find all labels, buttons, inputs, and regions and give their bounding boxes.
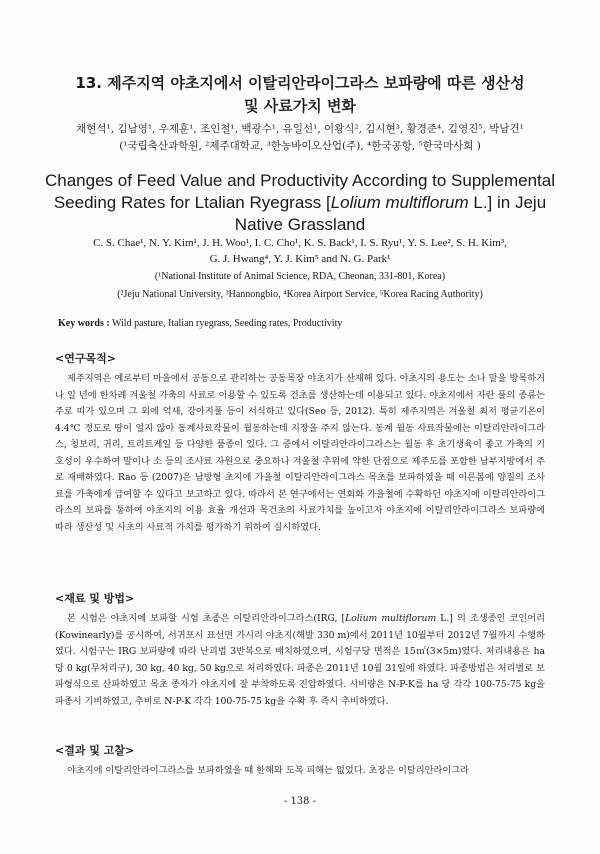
methods-species-name: Lolium multiflorum [345, 613, 437, 624]
keywords-text: Wild pasture, Italian ryegrass, Seeding rates, Productivity [109, 318, 343, 329]
section-body-purpose: 제주지역은 예로부터 마을에서 공동으로 관리하는 공동목장 야초지가 산재해 있다. 야초지의 용도는 소나 말을 방목하거나 일 년에 한차례 겨울철 가축의 사료로 이용할 수 있도록 건초를 생산하는데 이용되고 있다. 야초지에서 자란 풀의 종류는 주로 띠가 있으며 그 외에 억새, 강아지풀 등이 서식하고 있다(Seo 등, 2012). 특히 제주지역은 겨울철 최저 평균기온이 4.4℃ 정도로 땅이 얼지 않아 동계사료작물이 월동하는데 지장을 주지 않는다. 동계 월동 사료작물에는 이탈리안라이그라스, 청보리, 귀리, 트리트케일 등 다양한 품종이 있다. 그 중에서 이탈리안라이그라스는 월동 후 초기생육이 좋고 가축의 기호성이 우수하여 말이나 소 등의 조사료 자원으로 중요하나 겨울철 추위에 약한 단점으로 제주도를 포함한 남부지방에서 주로 재배하였다. Rao 등 (2007)은 남방형 초지에 가을철 이탈리안라이그라스 목초를 보파하였을 때 이른봄에 양질의 조사료를 가축에게 급여할 수 있다고 보고하고 있다. 따라서 본 연구에서는 연회화 가을철에 수확하던 야초지에 이탈리안라이그라스의 보파를 통하여 야초지의 이용 효율 개선과 목건초의 사료가치를 높이고자 야초지에 이탈리안라이그라스 보파량에 따라 생산성 및 사초의 사료적 가치를 평가하기 위하여 실시하였다. [55, 373, 545, 533]
english-authors [40, 235, 560, 267]
section-heading-purpose: <연구목적> [55, 352, 116, 365]
korean-author-list: 채현석¹, 김남영¹, 우제훈¹, 조인철¹, 백광수¹, 유일선¹, 이왕식², 김시현³, 황경준⁴, 김영진⁵, 박남건¹ [76, 123, 524, 135]
species-name: Lolium multiflorum [330, 193, 469, 212]
english-title-line-2-start: Seeding Rates for Ltalian Ryegrass [ [53, 193, 331, 212]
section-body-results: 야초지에 이탈리안라이그라스를 보파하였을 때 한해와 도복 피해는 없었다. 초장은 이탈리안라이그라 [67, 765, 469, 776]
english-title [40, 170, 560, 236]
methods-text-end: L.] 의 조생종인 코인어리(Kowinearly)를 공시하여, 서귀포시 표선면 가시리 야초지(해발 330 m)에서 2011년 10월부터 2012년 7월까지 수행하였다. 시험구는 IRG 보파량에 따라 난괴법 3반복으로 배치하였으며, 시험구당 면적은 15㎡(3×5m)였다. 처리내용은 ha 당 0 kg(무처리구), 30 kg, 40 kg, 50 kg으로 처리하였다. 파종은 2011년 10월 31일에 하였다. 파종방법은 처리별로 보파형식으로 산파하였고 목초 종자가 야초지에 잘 부착하도록 진압하였다. 시비량은 N-P-K를 ha 당 각각 100-75-75 kg을 파종시 기비하였고, 추비로 N-P-K 각각 100-75-75 kg을 수확 후 즉시 추비하였다. [55, 613, 546, 707]
english-title-line-2 [40, 192, 560, 214]
korean-title-line-1: 13. 제주지역 야초지에서 이탈리안라이그라스 보파량에 따른 생산성 [75, 74, 525, 92]
section-heading-results: <결과 및 고찰> [55, 744, 135, 757]
english-title-line-1: Changes of Feed Value and Productivity According to Supplemental [45, 171, 555, 190]
english-authors-line-2: G. J. Hwang⁴, Y. J. Kim⁵ and N. G. Park¹ [209, 253, 391, 265]
methods-text-start: 본 시험은 야초지에 보파할 시험 초종은 이탈리안라이그라스(IRG, [ [67, 613, 346, 624]
english-affiliation-line-1: (¹National Institute of Animal Science, RDA, Cheonan, 331-801, Korea) [154, 271, 446, 282]
page-number: - 138 - [283, 796, 317, 807]
korean-title-line-2: 및 사료가치 변화 [244, 97, 356, 115]
korean-title [40, 72, 560, 118]
english-title-line-2-end: L.] in Jeju [468, 193, 547, 212]
korean-authors [40, 121, 560, 155]
keywords-label: Key words : [58, 318, 110, 329]
english-affiliation-line-2: (²Jeju National University, ³Hannongbio, ⁴Korea Airport Service, ⁵Korea Racing Authority) [117, 289, 483, 300]
english-title-line-3: Native Grassland [234, 215, 366, 234]
section-body-methods [55, 611, 545, 710]
keywords [58, 318, 558, 329]
section-heading-methods: <재료 및 방법> [55, 592, 135, 605]
korean-affiliations: (¹국립축산과학원, ²제주대학교, ³한농바이오산업(주), ⁴한국공항, ⁵한국마사회 ) [119, 140, 481, 152]
english-authors-line-1: C. S. Chae¹, N. Y. Kim¹, J. H. Woo¹, I. C. Cho¹, K. S. Back¹, I. S. Ryu¹, Y. S. Lee², S. H. Kim³, [93, 237, 507, 249]
english-affiliations [40, 268, 560, 304]
